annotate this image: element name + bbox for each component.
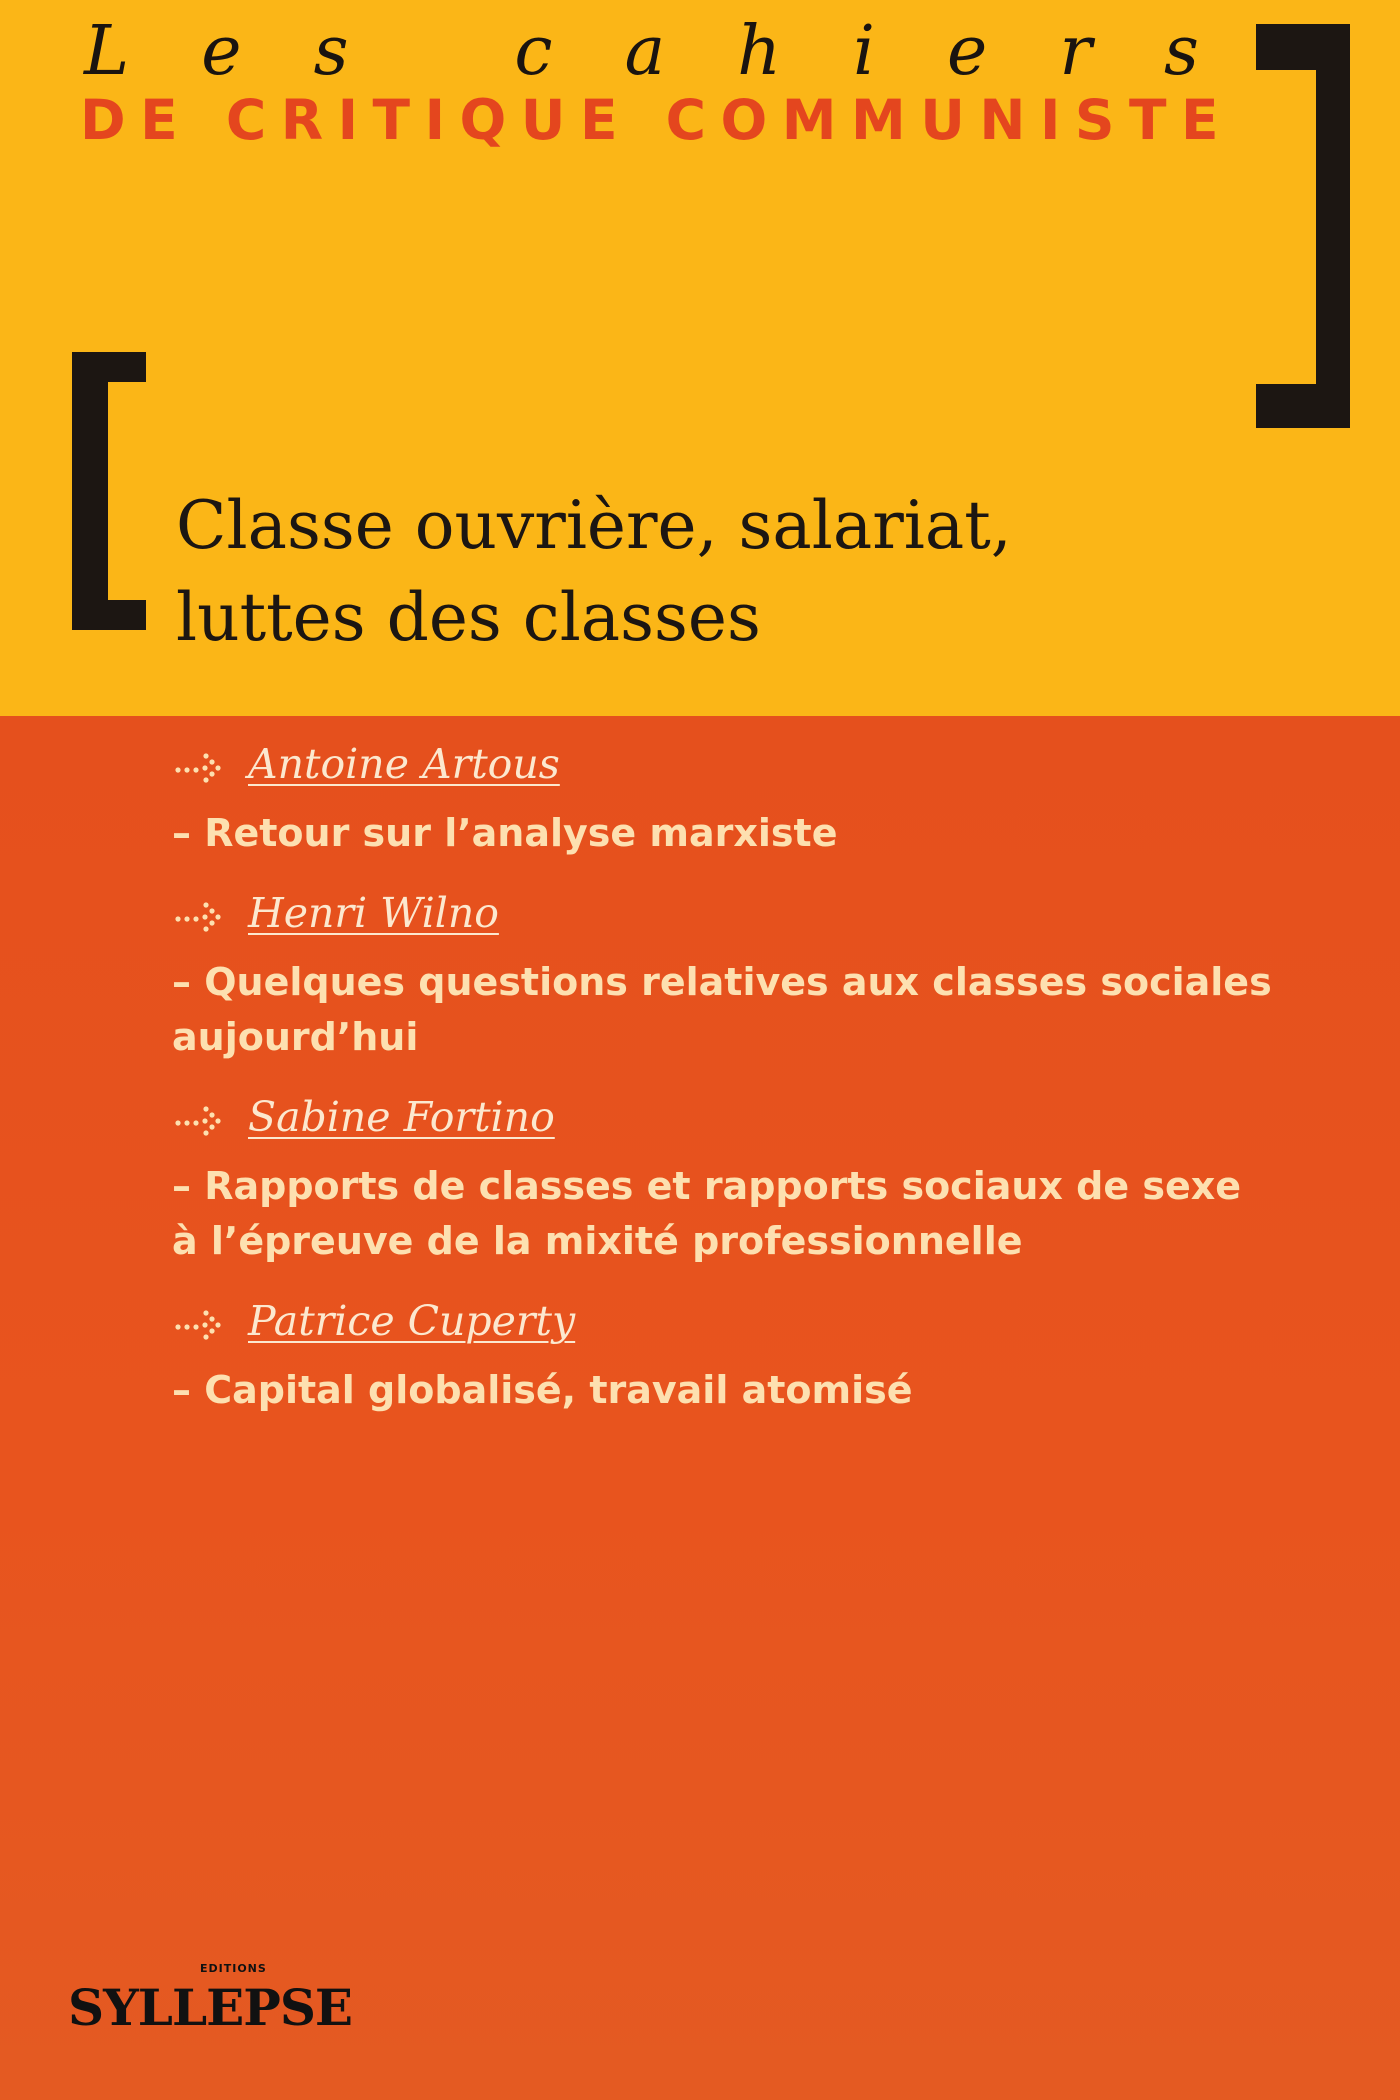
series-title-letter: c [514,12,553,91]
article-title [172,806,1312,861]
publisher-logo [68,1962,353,2042]
contents-entry [172,881,1312,1065]
article-title [172,955,1312,1065]
series-title-letter: s [1163,12,1199,91]
article-title [172,1159,1312,1269]
author-row [172,881,1312,945]
article-title-line: – Quelques questions relatives aux classes sociales [172,960,1272,1004]
series-title-letter: e [201,12,242,91]
article-title-line: – Rapports de classes et rapports sociaux de sexe [172,1164,1242,1208]
author-row [172,1289,1312,1353]
closing-bracket-icon [1256,24,1350,428]
series-title-letter: L [84,12,130,91]
article-title-line: – Retour sur l’analyse marxiste [172,811,838,855]
publisher-name: SYLLEPSE [68,1978,353,2037]
contents-entry [172,1289,1312,1418]
table-of-contents [172,732,1312,1438]
contents-entry [172,732,1312,861]
article-title-line: – Capital globalisé, travail atomisé [172,1368,913,1412]
opening-bracket-icon [72,352,146,630]
publisher-label: EDITIONS [200,1962,267,1975]
article-title [172,1363,1312,1418]
author-row [172,732,1312,796]
dotted-arrow-icon [172,893,236,933]
series-title-letter: r [1059,12,1092,91]
book-title [176,480,1012,664]
book-title-line: Classe ouvrière, salariat, [176,487,1012,564]
series-title-letter: h [737,12,782,91]
article-title-line: aujourd’hui [172,1015,419,1059]
author-name: Patrice Cuperty [248,1297,576,1345]
article-title-line: à l’épreuve de la mixité professionnelle [172,1219,1023,1263]
series-title-letter [421,12,443,91]
author-row [172,1085,1312,1149]
book-title-line: luttes des classes [176,579,761,656]
series-title-letter: a [624,12,666,91]
author-name: Henri Wilno [248,889,499,937]
author-name: Sabine Fortino [248,1093,555,1141]
dotted-arrow-icon [172,1097,236,1137]
contents-entry [172,1085,1312,1269]
author-name: Antoine Artous [248,740,560,788]
series-title-letter: s [313,12,349,91]
series-title-letter: i [853,12,875,91]
series-title-letter: e [947,12,988,91]
dotted-arrow-icon [172,1301,236,1341]
series-subtitle: DE CRITIQUE COMMUNISTE [80,88,1234,152]
dotted-arrow-icon [172,744,236,784]
series-title [84,12,1199,91]
